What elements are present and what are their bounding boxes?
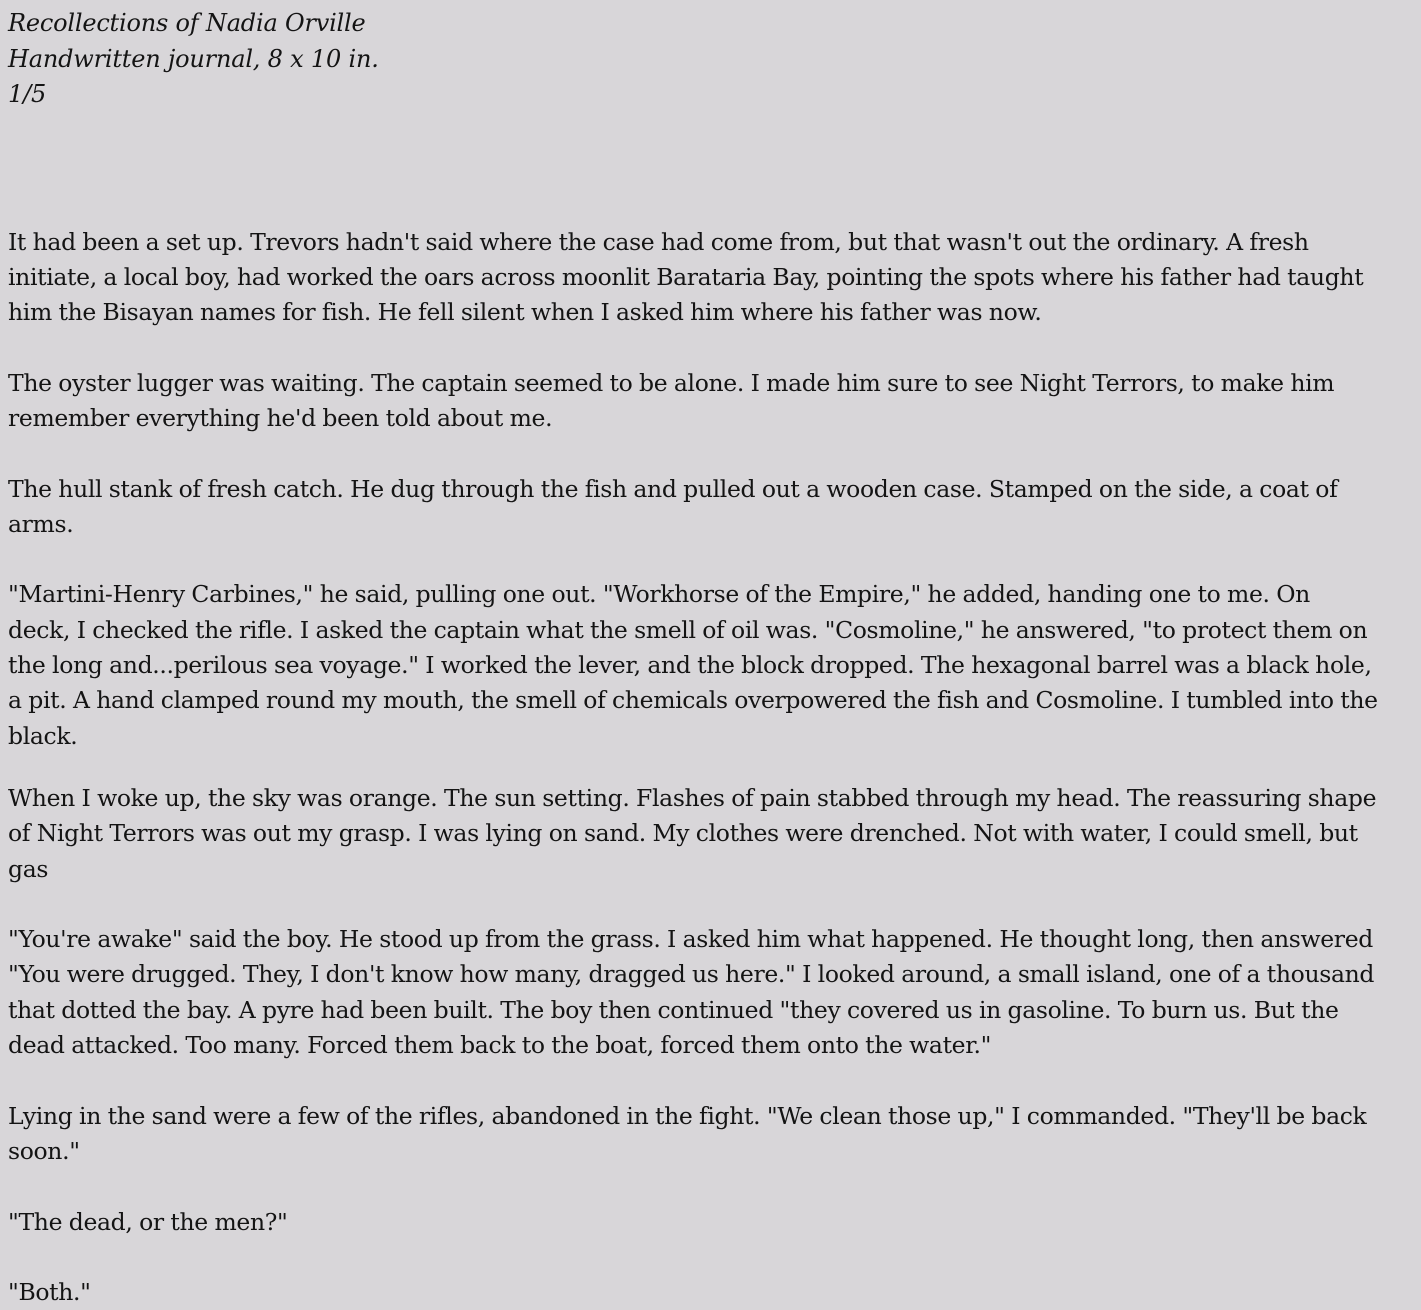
document-header — [8, 6, 708, 113]
paragraph-2: The oyster lugger was waiting. The captain seemed to be alone. I made him sure to see Night Terrors, to make him remember everything he'd been told about me. — [8, 368, 1335, 432]
journal-body — [8, 225, 1378, 1310]
paragraph-1: It had been a set up. Trevors hadn't said where the case had come from, but that wasn't out the ordinary. A fresh initiate, a local boy, had worked the oars across moonlit Barataria Bay, pointing the spots where his father had taught him the Bisayan names for fish. He fell silent when I asked him where his father was now. — [8, 227, 1364, 327]
paragraph-8: "The dead, or the men?" — [8, 1207, 288, 1236]
paragraph-4: "Martini-Henry Carbines," he said, pulling one out. "Workhorse of the Empire," he added, handing one to me. On deck, I checked the rifle. I asked the captain what the smell of oil was. "Cosmoline," he answered, "to protect them on the long and...perilous sea voyage." I worked the lever, and the block dropped. The hexagonal barrel was a black hole, a pit. A hand clamped round my mouth, the smell of chemicals overpowered the fish and Cosmoline. I tumbled into the black. — [8, 580, 1378, 750]
paragraph-9: "Both." — [8, 1278, 91, 1307]
paragraph-3: The hull stank of fresh catch. He dug through the fish and pulled out a wooden case. Stamped on the side, a coat of arms. — [8, 474, 1338, 538]
paragraph-5: When I woke up, the sky was orange. The sun setting. Flashes of pain stabbed through my head. The reassuring shape of Night Terrors was out my grasp. I was lying on sand. My clothes were drenched. Not with water, I could smell, but gas — [8, 783, 1377, 883]
paragraph-7: Lying in the sand were a few of the rifles, abandoned in the fight. "We clean those up," I commanded. "They'll be back soon." — [8, 1101, 1367, 1165]
paragraph-6: "You're awake" said the boy. He stood up from the grass. I asked him what happened. He thought long, then answered "You were drugged. They, I don't know how many, dragged us here." I looked around, a small island, one of a thousand that dotted the bay. A pyre had been built. The boy then continued "they covered us in gasoline. To burn us. But the dead attacked. Too many. Forced them back to the boat, forced them onto the water." — [8, 925, 1375, 1060]
page-number: 1/5 — [8, 80, 47, 108]
document-title: Recollections of Nadia Orville — [8, 9, 366, 37]
document-medium: Handwritten journal, 8 x 10 in. — [8, 44, 379, 73]
